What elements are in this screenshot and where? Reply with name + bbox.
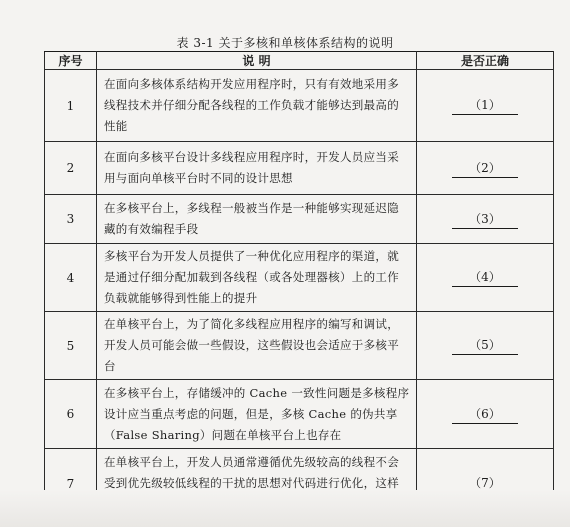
table-row xyxy=(45,312,554,380)
table-caption: 表 3-1 关于多核和单核体系结构的说明 xyxy=(176,36,394,50)
row-number: 6 xyxy=(45,380,97,449)
row-number: 1 xyxy=(45,70,97,142)
table-row xyxy=(45,244,554,312)
row-description: 在多核平台上，存储缓冲的 Cache 一致性问题是多核程序设计应当重点考虑的问题，但是，多核 Cache 的伪共享（False Sharing）问题在单核平台上也存在 xyxy=(97,380,417,449)
answer-cell xyxy=(417,244,554,312)
answer-blank[interactable]: （1） xyxy=(452,96,518,115)
row-description: 多核平台为开发人员提供了一种优化应用程序的渠道，就是通过仔细分配加载到各线程（或各处理器核）上的工作负载就能够得到性能上的提升 xyxy=(97,244,417,312)
row-description: 在面向多核平台设计多线程应用程序时，开发人员应当采用与面向单核平台时不同的设计思想 xyxy=(97,142,417,195)
header-description: 说 明 xyxy=(97,52,417,70)
row-number: 4 xyxy=(45,244,97,312)
answer-cell xyxy=(417,142,554,195)
row-number: 5 xyxy=(45,312,97,380)
row-number: 3 xyxy=(45,195,97,244)
answer-blank[interactable]: （4） xyxy=(452,268,518,287)
answer-blank[interactable]: （2） xyxy=(452,159,518,178)
explanation-table xyxy=(44,51,554,519)
table-row xyxy=(45,380,554,449)
table-row xyxy=(45,70,554,142)
answer-blank[interactable]: （3） xyxy=(452,210,518,229)
row-description: 在单核平台上，为了简化多线程应用程序的编写和调试，开发人员可能会做一些假设，这些假设也会适应于多核平台 xyxy=(97,312,417,380)
row-number: 2 xyxy=(45,142,97,195)
answer-cell xyxy=(417,312,554,380)
answer-cell xyxy=(417,70,554,142)
header-number: 序号 xyxy=(45,52,97,70)
row-description: 在单核平台上，开发人员通常遵循优先级较高的线程不会受到优先级较低线程的干扰的思想对代码进行优化，这样 xyxy=(97,449,417,519)
page-bottom-bleed xyxy=(0,490,570,527)
answer-blank[interactable]: （7） xyxy=(452,474,518,493)
table-header-row xyxy=(45,52,554,70)
row-description: 在面向多核体系结构开发应用程序时，只有有效地采用多线程技术并仔细分配各线程的工作负载才能够达到最高的性能 xyxy=(97,70,417,142)
answer-blank[interactable]: （6） xyxy=(452,405,518,424)
answer-cell xyxy=(417,380,554,449)
answer-cell xyxy=(417,195,554,244)
table-row xyxy=(45,142,554,195)
answer-blank[interactable]: （5） xyxy=(452,336,518,355)
header-correct: 是否正确 xyxy=(417,52,554,70)
table-row xyxy=(45,195,554,244)
row-description: 在多核平台上，多线程一般被当作是一种能够实现延迟隐藏的有效编程手段 xyxy=(97,195,417,244)
row-number: 7 xyxy=(45,449,97,519)
